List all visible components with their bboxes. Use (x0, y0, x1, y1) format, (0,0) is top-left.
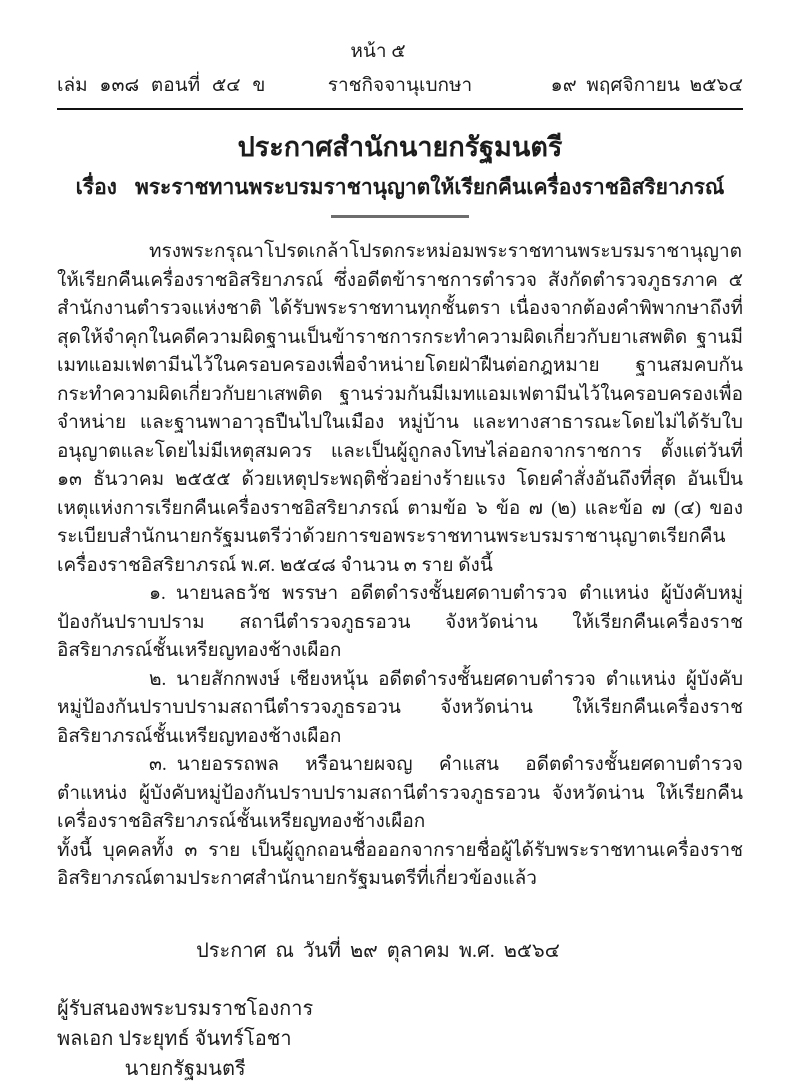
signer-name: พลเอก ประยุทธ์ จันทร์โอชา (57, 1027, 292, 1050)
issue-date-label: ๑๙ พฤศจิกายน ๒๕๖๔ (550, 75, 743, 96)
announcement-subject (57, 173, 743, 201)
list-item-text: นายอรรถพล หรือนายผจญ คำแสน อดีตดำรงชั้นยศดาบตำรวจ ตำแหน่ง ผู้บังคับหมู่ป้องกันปราบปรามสถานีตำรวจภูธรอวน จังหวัดน่าน ให้เรียกคืนเครื่องราชอิสริยาภรณ์ชั้นเหรียญทองช้างเผือก (57, 754, 743, 832)
subject-text: พระราชทานพระบรมราชานุญาตให้เรียกคืนเครื่องราชอิสริยาภรณ์ (134, 175, 725, 199)
signature-block (57, 994, 313, 1084)
volume-part-label: เล่ม ๑๓๘ ตอนที่ ๕๔ ข (57, 75, 266, 96)
list-item-number: ๒. (149, 668, 167, 690)
subject-prefix-label: เรื่อง (75, 175, 117, 199)
list-item (57, 751, 743, 837)
masthead (57, 70, 743, 100)
list-item-text: นายนลธวัช พรรษา อดีตดำรงชั้นยศดาบตำรวจ ตำแหน่ง ผู้บังคับหมู่ป้องกันปราบปราม สถานีตำรวจภูธรอวน จังหวัดน่าน ให้เรียกคืนเครื่องราชอิสริยาภรณ์ชั้นเหรียญทองช้างเผือก (57, 583, 743, 661)
closing-paragraph: ทั้งนี้ บุคคลทั้ง ๓ ราย เป็นผู้ถูกถอนชื่อออกจากรายชื่อผู้ได้รับพระราชทานเครื่องราชอิสริยาภรณ์ตามประกาศสำนักนายกรัฐมนตรีที่เกี่ยวข้องแล้ว (57, 839, 743, 889)
title-divider-rule (331, 215, 469, 218)
page-number-label: หน้า ๕ (350, 41, 406, 62)
announcement-date-line: ประกาศ ณ วันที่ ๒๙ ตุลาคม พ.ศ. ๒๕๖๔ (196, 939, 560, 962)
countersign-label: ผู้รับสนองพระบรมราชโองการ (57, 997, 314, 1020)
list-item-text: นายสักกพงษ์ เชียงหนุ้น อดีตดำรงชั้นยศดาบตำรวจ ตำแหน่ง ผู้บังคับหมู่ป้องกันปราบปรามสถานีตำรวจภูธรอวน จังหวัดน่าน ให้เรียกคืนเครื่องราชอิสริยาภรณ์ชั้นเหรียญทองช้างเผือก (57, 668, 743, 747)
list-item (57, 666, 743, 752)
body-paragraph: ทรงพระกรุณาโปรดเกล้าโปรดกระหม่อมพระราชทานพระบรมราชานุญาตให้เรียกคืนเครื่องราชอิสริยาภรณ์ ซึ่งอดีตข้าราชการตำรวจ สังกัดตำรวจภูธรภาค ๕ สำนักงานตำรวจแห่งชาติ ได้รับพระราชทานทุกชั้นตรา เนื่องจากต้องคำพิพากษาถึงที่สุดให้จำคุกในคดีความผิดฐานเป็นข้าราชการกระทำความผิดเกี่ยวกับยาเสพติด ฐานมีเมทแอมเฟตามีนไว้ในครอบครองเพื่อจำหน่ายโดยฝ่าฝืนต่อกฎหมาย ฐานสมคบกันกระทำความผิดเกี่ยวกับยาเสพติด ฐานร่วมกันมีเมทแอมเฟตามีนไว้ในครอบครองเพื่อจำหน่าย และฐานพาอาวุธปืนไปในเมือง หมู่บ้าน และทางสาธารณะโดยไม่ได้รับใบอนุญาตและโดยไม่มีเหตุสมควร และเป็นผู้ถูกลงโทษไล่ออกจากราชการ ตั้งแต่วันที่ ๑๓ ธันวาคม ๒๕๕๕ ด้วยเหตุประพฤติชั่วอย่างร้ายแรง โดยคำสั่งอันถึงที่สุด อันเป็นเหตุแห่งการเรียกคืนเครื่องราชอิสริยาภรณ์ ตามข้อ ๖ ข้อ ๗ (๒) และข้อ ๗ (๔) ของระเบียบสำนักนายกรัฐมนตรีว่าด้วยการขอพระราชทานพระบรมราชานุญาตเรียกคืนเครื่องราชอิสริยาภรณ์ พ.ศ. ๒๕๔๘ จำนวน ๓ ราย ดังนี้ (57, 241, 743, 576)
list-item (57, 580, 743, 666)
header-rule (57, 108, 743, 110)
list-item-number: ๑. (149, 583, 166, 604)
announcement-body (57, 238, 743, 894)
gazette-name-label: ราชกิจจานุเบกษา (327, 75, 473, 96)
list-item-number: ๓. (149, 754, 167, 775)
announcement-title: ประกาศสำนักนายกรัฐมนตรี (237, 132, 563, 162)
signer-title: นายกรัฐมนตรี (124, 1057, 246, 1080)
